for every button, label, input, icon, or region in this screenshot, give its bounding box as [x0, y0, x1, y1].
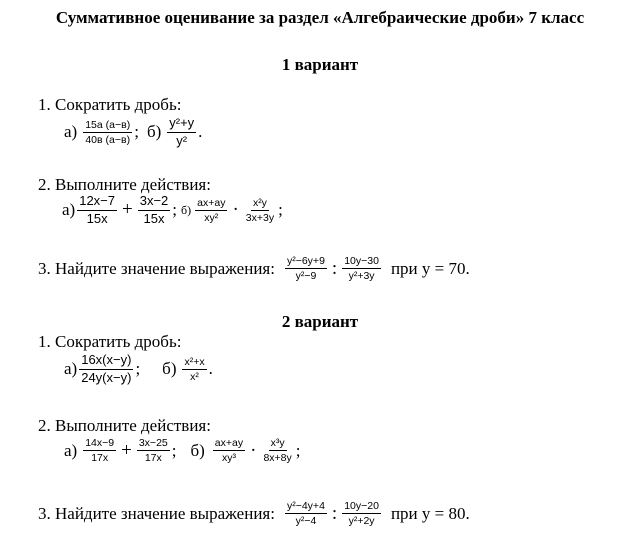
- denominator: xy²: [204, 211, 219, 224]
- colon-sign: :: [331, 502, 338, 524]
- separator: ;: [171, 440, 177, 460]
- v2-t1-b-fraction: [182, 356, 206, 383]
- denominator: y²+3y: [348, 270, 375, 283]
- v2-task3-label: 3. Найдите значение выражения:: [38, 503, 275, 523]
- v2-task1-expr: [64, 353, 213, 386]
- numerator: 3x−25: [137, 437, 170, 451]
- v1-t1-a-fraction: [83, 119, 132, 146]
- v1-t3-f2-fraction: [342, 255, 381, 282]
- colon-sign: :: [331, 257, 338, 279]
- numerator: ax+ay: [213, 437, 245, 451]
- v1-task2-label: 2. Выполните действия:: [38, 175, 211, 194]
- v2-t2-a1-fraction: [83, 437, 116, 464]
- v1-t2-a-label: а): [62, 200, 76, 220]
- numerator: 16x(x−y): [79, 353, 133, 370]
- dot-sign: ·: [250, 439, 257, 461]
- v2-t2-b1-fraction: [213, 437, 245, 464]
- v2-t1-b-label: б): [162, 359, 177, 379]
- v2-t2-b2-fraction: [261, 437, 293, 464]
- numerator: y²−6y+9: [285, 255, 327, 269]
- numerator: 15a (a−в): [83, 119, 132, 133]
- plus-sign: +: [122, 199, 133, 221]
- v1-t2-b2-fraction: [244, 197, 276, 224]
- v2-task1-label: 1. Сократить дробь:: [38, 332, 182, 351]
- v2-t3-f2-fraction: [342, 500, 381, 527]
- denominator: 15x: [143, 210, 165, 226]
- denominator: y²−9: [295, 270, 317, 283]
- dot-sign: ·: [232, 199, 239, 221]
- v1-t2-a1-fraction: [77, 194, 117, 227]
- numerator: x²y: [251, 197, 269, 211]
- v1-t1-b-label: б): [146, 122, 162, 142]
- denominator: 17x: [144, 452, 162, 465]
- v1-task2-expr: [62, 194, 283, 227]
- denominator: 3x+3y: [245, 211, 275, 224]
- end-mark: ;: [295, 440, 301, 460]
- denominator: xy³: [221, 452, 236, 465]
- numerator: 10y−20: [342, 500, 381, 514]
- numerator: 12x−7: [77, 194, 117, 211]
- v1-t2-a2-fraction: [138, 194, 171, 227]
- separator: ;: [135, 359, 141, 379]
- v2-t1-a-fraction: [79, 353, 133, 386]
- numerator: 3x−2: [138, 194, 171, 211]
- document-title: Суммативное оценивание за раздел «Алгебраические дроби» 7 класс: [55, 8, 585, 27]
- denominator: 40в (a−в): [85, 133, 131, 146]
- separator: ;: [134, 122, 139, 142]
- v1-task1-label: 1. Сократить дробь:: [38, 95, 182, 114]
- denominator: y²−4: [295, 515, 317, 528]
- v1-t2-b-label: б): [181, 202, 192, 217]
- v1-task3: [38, 255, 470, 282]
- numerator: 14x−9: [83, 437, 116, 451]
- numerator: x³y: [269, 437, 287, 451]
- denominator: x²: [190, 370, 199, 383]
- v2-t2-b-label: б): [190, 440, 205, 460]
- end-mark: ;: [278, 200, 283, 220]
- end-mark: .: [198, 122, 203, 142]
- numerator: y²−4y+4: [285, 500, 327, 514]
- end-mark: .: [208, 359, 213, 379]
- v1-task1-expr: [64, 116, 202, 149]
- v2-t1-a-label: а): [64, 359, 78, 379]
- denominator: y²+2y: [348, 515, 375, 528]
- denominator: 15x: [86, 210, 108, 226]
- plus-sign: +: [121, 439, 132, 461]
- v2-task2-label: 2. Выполните действия:: [38, 416, 211, 435]
- v2-t3-condition: при y = 80.: [390, 503, 470, 523]
- numerator: 10y−30: [342, 255, 381, 269]
- v1-t1-b-fraction: [167, 116, 196, 149]
- v2-task3: [38, 500, 470, 527]
- denominator: 24y(x−y): [81, 369, 132, 385]
- v2-t3-f1-fraction: [285, 500, 327, 527]
- v2-task2-expr: [64, 437, 300, 464]
- v1-t3-condition: при y = 70.: [390, 258, 470, 278]
- v1-t1-a-label: а): [64, 122, 78, 142]
- v1-task3-label: 3. Найдите значение выражения:: [38, 258, 275, 278]
- denominator: 8x+8y: [263, 452, 292, 465]
- numerator: ax+ay: [195, 197, 227, 211]
- variant-1-heading: 1 вариант: [281, 55, 359, 74]
- numerator: x²+x: [182, 356, 206, 370]
- separator: ;: [172, 200, 178, 220]
- v1-t3-f1-fraction: [285, 255, 327, 282]
- v1-t2-b1-fraction: [195, 197, 227, 224]
- numerator: y²+y: [167, 116, 196, 133]
- denominator: y²: [176, 132, 188, 148]
- v2-t2-a2-fraction: [137, 437, 170, 464]
- denominator: 17x: [91, 452, 109, 465]
- variant-2-heading: 2 вариант: [281, 312, 359, 331]
- v2-t2-a-label: а): [64, 440, 78, 460]
